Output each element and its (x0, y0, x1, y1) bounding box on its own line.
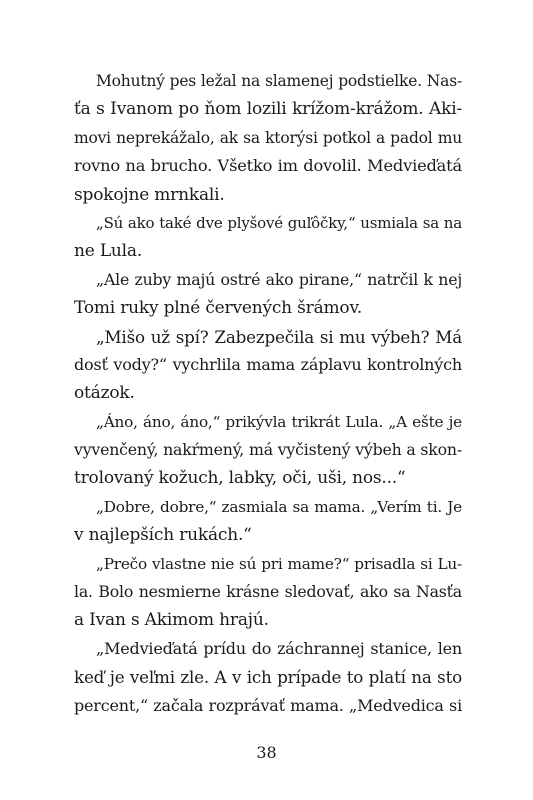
text-line: Tomi ruky plné červených šrámov. (74, 298, 363, 319)
text-line: „Sú ako také dve plyšové guľôčky,“ usmiala sa na (96, 213, 462, 232)
text-line: movi neprekážalo, ak sa ktorýsi potkol a padol mu (74, 128, 462, 147)
text-line: spokojne mrnkali. (74, 184, 225, 205)
body-text (74, 67, 462, 720)
text-line: keď je veľmi zle. A v ich prípade to platí na sto (74, 667, 462, 688)
text-line: „Áno, áno, áno,“ prikývla trikrát Lula. „A ešte je (96, 412, 462, 431)
text-line: rovno na brucho. Všetko im dovolil. Medvieďatá (74, 156, 462, 176)
text-line: „Mišo už spí? Zabezpečila si mu výbeh? Má (96, 326, 462, 347)
text-line: percent,“ začala rozprávať mama. „Medvedica si (74, 695, 462, 715)
text-line: v najlepších rukách.“ (74, 525, 252, 546)
text-line: ťa s Ivanom po ňom lozili krížom-krážom. Aki- (74, 99, 462, 120)
text-line: dosť vody?“ vychrlila mama záplavu kontrolných (74, 354, 462, 374)
text-line: „Medvieďatá prídu do záchrannej stanice, len (96, 638, 462, 658)
page-number: 38 (256, 743, 277, 762)
text-line: Mohutný pes ležal na slamenej podstielke. Nas- (96, 72, 462, 90)
text-line: trolovaný kožuch, labky, oči, uši, nos...“ (74, 468, 406, 489)
text-line: „Dobre, dobre,“ zasmiala sa mama. „Verím ti. Je (96, 497, 462, 516)
text-line: la. Bolo nesmierne krásne sledovať, ako sa Nasťa (74, 582, 462, 602)
text-line: „Prečo vlastne nie sú pri mame?“ prisadla si Lu- (96, 554, 462, 573)
text-line: ne Lula. (74, 241, 143, 262)
text-line: „Ale zuby majú ostré ako pirane,“ natrčil k nej (96, 269, 462, 289)
text-line: otázok. (74, 383, 135, 404)
text-line: a Ivan s Akimom hrajú. (74, 610, 269, 631)
text-line: vyvenčený, nakŕmený, má vyčistený výbeh a skon- (74, 440, 462, 460)
